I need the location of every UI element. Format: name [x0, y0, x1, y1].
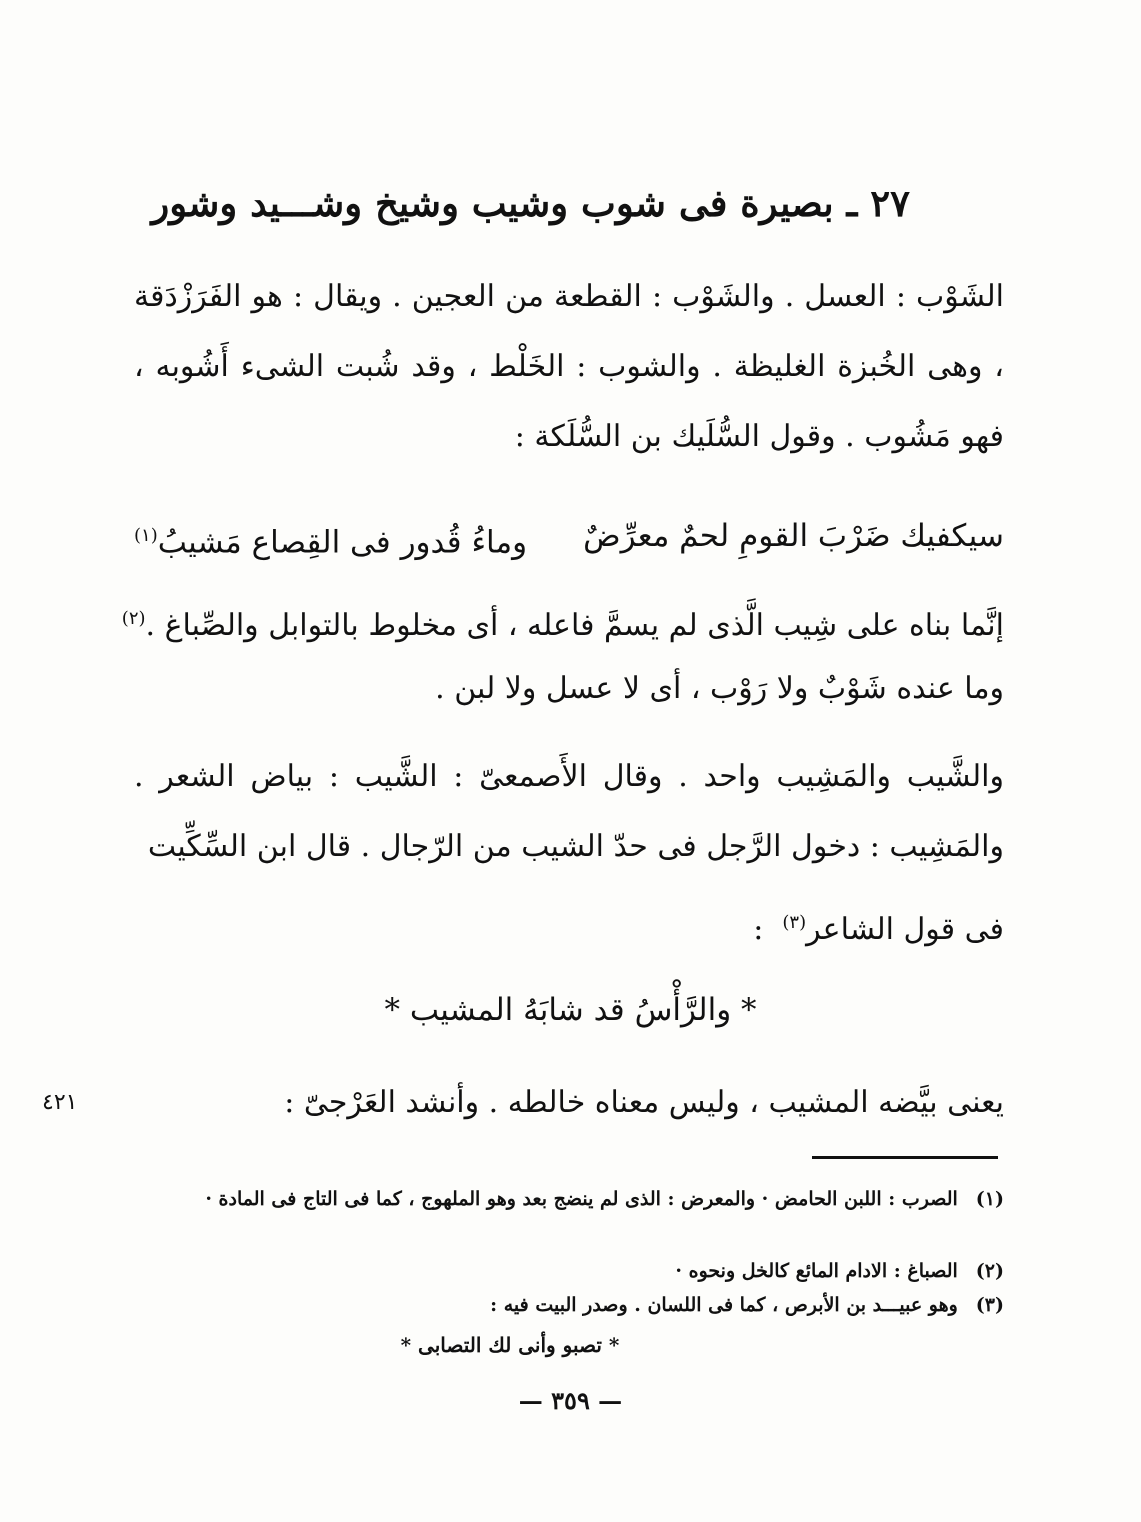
paragraph-shib-text: إنَّما بناه على شِيب الَّذى لم يسمَّ فاعله ، أى مخلوط بالتوابل والصِّباغ . — [145, 608, 1004, 643]
footnote-3-text: وهو عبيـــد بن الأبرص ، كما فى اللسان . وصدر البيت فيه : — [490, 1294, 958, 1316]
footnote-2-number: (٢) — [975, 1260, 1004, 1282]
poetry-verse-2: * والرَّأْسُ قد شابَهُ المشيب * — [384, 992, 757, 1028]
poet-intro-text: فى قول الشاعر — [806, 912, 1004, 947]
section-title: ٢٧ ـ بصيرة فى شوب وشيب وشيخ وشـــيد وشور — [151, 181, 910, 225]
paragraph-shaib: والشَّيب والمَشِيب واحد . وقال الأَصمعىّ : الشَّيب : بياض الشعر . والمَشِيب : دخول الرَّجل فى حدّ الشيب من الرّجال . قال ابن السِّكِّيت — [134, 759, 1004, 864]
paragraph-arji: يعنى بيَّضه المشيب ، وليس معناه خالطه . وأنشد العَرْجىّ : — [284, 1085, 1004, 1120]
paragraph-shawb: الشَوْب : العسل . والشَوْب : القطعة من العجين . ويقال : هو الفَرَزْدَقة ، وهى الخُبزة الغليظة . والشوب : الخَلْط ، وقد شُبت الشىء أَشُوبه ، فهو مَشُوب . وقول السُّلَيك بن السُّلَكة : — [134, 279, 1004, 454]
footnote-marker-3: (٣) — [782, 912, 807, 933]
footnote-1 — [134, 1184, 1004, 1214]
footnote-marker-1: (١) — [134, 525, 158, 546]
poetry-verse-1 — [134, 508, 1004, 570]
footnote-2 — [134, 1256, 1004, 1286]
paragraph-poet-intro — [134, 898, 1004, 955]
footnote-1-text: الصرب : اللبن الحامض · والمعرض : الذى لم ينضج بعد وهو الملهوج ، كما فى التاج فى المادة · — [205, 1188, 958, 1210]
verse-1-second-hemistich — [134, 508, 527, 570]
footnote-3 — [134, 1290, 1004, 1320]
verse-1-first-hemistich: سيكفيك ضَرْبَ القومِ لحمٌ معرِّضٌ — [583, 518, 1004, 554]
footnote-verse: * تصبو وأنى لك التصابى * — [400, 1333, 620, 1357]
verse-1-second-text: وماءُ قُدور فى القِصاع مَشيبُ — [157, 524, 528, 561]
poet-intro-colon: : — [753, 912, 764, 947]
footnote-3-number: (٣) — [975, 1294, 1004, 1316]
paragraph-shib — [121, 594, 1004, 651]
paragraph-shawb-rawb: وما عنده شَوْبٌ ولا رَوْب ، أى لا عسل ولا لبن . — [435, 671, 1004, 706]
footnote-marker-2: (٢) — [121, 608, 146, 629]
page-number: — ٣٥٩ — — [518, 1386, 623, 1415]
footnote-divider — [812, 1156, 998, 1159]
margin-number: ٤٢١ — [42, 1090, 78, 1115]
footnote-2-text: الصباغ : الادام المائع كالخل ونحوه · — [675, 1260, 958, 1282]
footnote-1-number: (١) — [975, 1188, 1004, 1210]
